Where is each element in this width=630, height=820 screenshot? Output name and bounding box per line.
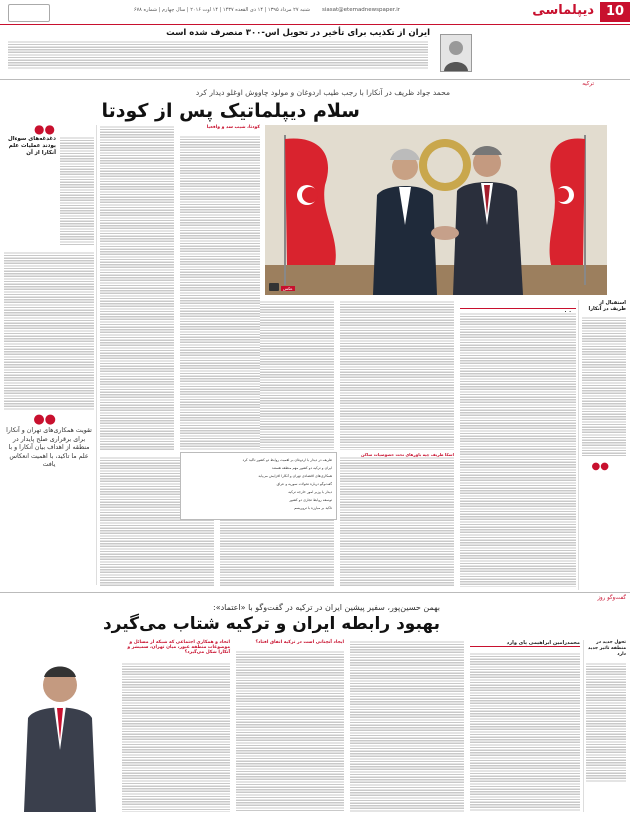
quote-icon: ●● — [591, 461, 609, 472]
bottom-portrait — [4, 640, 116, 812]
left-top-title: دغدغه‌های سوءال بودند عملیات علم آنکارا از آن — [7, 136, 56, 156]
right-side-body — [582, 316, 626, 456]
body-col-2 — [340, 300, 454, 450]
bottom-headline: بهبود رابطه ایران و ترکیه شتاب می‌گیرد — [102, 614, 440, 634]
section-label: دیپلماسی — [532, 3, 594, 18]
box-item: ظریف در دیدار با اردوغان بر اهمیت روابط دو کشور تاکید کرد — [242, 458, 332, 462]
brief-section — [0, 26, 630, 78]
bottom-col-1 — [470, 652, 580, 812]
info-box — [180, 452, 337, 520]
brief-headline: ایران از تکذیب برای تأخیر در تحویل اس-۳۰۰ منصرف شده است — [166, 28, 430, 38]
bottom-sidebar — [586, 640, 626, 812]
camera-icon — [269, 283, 279, 291]
box-item: همکاری‌های اقتصادی تهران و آنکارا افزایش می‌یابد — [258, 474, 332, 478]
bottom-kicker: گفت‌وگو روز — [597, 595, 626, 601]
box-item: تاکید بر مبارزه با تروریسم — [294, 506, 332, 510]
bottom-q1: ایجاد آنچنانی است در ترکیه اتفاق افتاد؟ — [255, 640, 344, 645]
etemad-logo — [8, 4, 50, 22]
left-top-body — [60, 136, 94, 246]
bottom-col-2 — [350, 640, 464, 812]
subhead-1: کودتا، شیب سد و واقعیا — [206, 125, 260, 130]
box-item: ایران و ترکیه دو کشور مهم منطقه هستند — [271, 466, 332, 470]
photo-credit: عکس — [283, 286, 293, 291]
left-side-body — [4, 251, 94, 411]
header-bar — [0, 0, 630, 24]
bottom-byline: محمدرامین ابراهیمی پای وارد — [470, 640, 580, 647]
right-side-title: استقبال از ظریف در آنکارا — [588, 300, 626, 312]
brief-photo — [440, 34, 472, 72]
right-side-column — [582, 300, 626, 590]
box-item: توسعه روابط تجاری دو کشور — [289, 498, 332, 502]
website[interactable]: siasat@etemadnewspaper.ir — [322, 7, 401, 13]
bottom-supertitle: بهمن حسین‌پور، سفیر پیشین ایران در ترکیه در گفت‌وگو با «اعتماد»: — [213, 603, 440, 612]
box-list — [181, 453, 336, 515]
box-item: دیدار با وزیر امور خارجه ترکیه — [288, 490, 332, 494]
left-side-column — [4, 122, 94, 585]
left-mid-title: تقویت همکاری‌های تهران و آنکارا برای برقراری صلح پایدار در منطقه از اهداف بیان آنکارا و با علم ما تاکید، با اهمیت انعکاس یافت — [6, 427, 92, 468]
main-kicker: ترکیه — [582, 81, 594, 87]
box-item: گفت‌وگو درباره تحولات سوریه و عراق — [276, 482, 332, 486]
body-col-5 — [100, 125, 174, 450]
bottom-sidebar-body — [586, 662, 626, 782]
bottom-sidebar-title: تحول جدید در منطقه تاثیر جدید دارد — [588, 640, 626, 657]
body-col-1 — [460, 312, 576, 587]
brief-body — [8, 40, 428, 70]
left-top-quote-icon: ●● — [34, 122, 55, 136]
bottom-col-4 — [122, 662, 230, 812]
bottom-col-3 — [236, 650, 344, 812]
issue-line: شنبه ۲۷ مرداد ۱۳۹۵ | ۱۴ ذی القعده ۱۴۳۷ | ۱۴ اوت ۲۰۱۶ | سال چهارم | شماره ۶۷۸ — [133, 7, 310, 13]
left-mid-quote-icon: ●● — [33, 412, 56, 427]
subhead-2: اسکا ظریف چپه باورهای تحت خصوصیات ساکن — [360, 452, 454, 457]
page-number: 10 — [605, 4, 625, 19]
body-col-6 — [180, 135, 260, 450]
byline — [460, 300, 576, 309]
body-col-2b — [340, 456, 454, 586]
bottom-q2: اتحاد و همکاری اجتماعی که شبکه از مسائل و موضوعات منطقه عبور، میان تهران، سمیشر و آنکارا شکل می‌گیرد؟ — [127, 640, 230, 655]
main-headline: سلام دیپلماتیک پس از کودتا — [101, 100, 360, 122]
main-supertitle: محمد جواد ظریف در آنکارا با رجب طیب اردوغان و مولود چاووش اوغلو دیدار کرد — [195, 88, 450, 97]
main-photo — [265, 125, 607, 295]
page-number-box — [600, 2, 630, 22]
